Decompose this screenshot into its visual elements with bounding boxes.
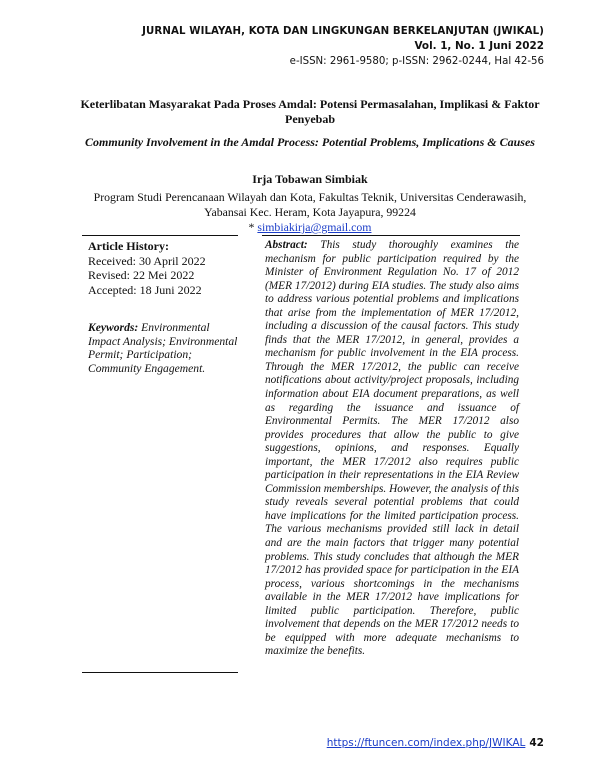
- revised-date: Revised: 22 Mei 2022: [88, 268, 195, 283]
- author-name: Irja Tobawan Simbiak: [252, 172, 368, 186]
- article-history: [88, 239, 238, 297]
- page-footer: [327, 736, 544, 750]
- journal-url-link[interactable]: https://ftuncen.com/index.php/JWIKAL: [326, 737, 526, 749]
- author-email-line: [70, 220, 550, 235]
- journal-volume: Vol. 1, No. 1 Juni 2022: [414, 40, 544, 52]
- abstract-block: [265, 239, 519, 659]
- journal-header: [142, 24, 544, 69]
- divider-left-bottom: [82, 672, 238, 673]
- email-marker: *: [248, 220, 255, 234]
- journal-title: JURNAL WILAYAH, KOTA DAN LINGKUNGAN BERKELANJUTAN (JWIKAL): [142, 26, 544, 37]
- paper-title-english: Community Involvement in the Amdal Process: Potential Problems, Implications & Causes: [85, 135, 535, 149]
- article-history-heading: Article History:: [88, 239, 169, 253]
- paper-title-indonesian: Keterlibatan Masyarakat Pada Proses Amdal: Potensi Permasalahan, Implikasi & Faktor Penyebab: [80, 97, 540, 126]
- keywords-block: [88, 321, 238, 375]
- received-date: Received: 30 April 2022: [88, 253, 206, 268]
- page-number: 42: [529, 737, 544, 749]
- affiliation-line-1: Program Studi Perencanaan Wilayah dan Kota, Fakultas Teknik, Universitas Cenderawasih,: [93, 190, 527, 204]
- keywords-label: Keywords:: [88, 321, 139, 334]
- divider-right-top: [262, 235, 520, 236]
- abstract-text: This study thoroughly examines the mechanism for public participation required by the Minister of Environment Regulation No. 17 of 2012 (MER 17/2012) during EIA studies. The study also aims to address various potential problems and implications that arise from the implementation of MER 17/2012, including a discussion of the causal factors. This study finds that the MER 17/2012, in general, provides a mechanism for public involvement in the EIA process. Through the MER 17/2012, the public can receive notifications about activity/project proposals, including information about EIA document preparations, as well as regarding the issuance and issuance of Environmental Permits. The MER 17/2012 also provides procedures that allow the public to give suggestions, opinions, and responses. Equally important, the MER 17/2012 also requires public participation in their representations in the EIA Review Commission memberships. However, the analysis of this study reveals several potential problems that could have implications for the limited participation process. The various mechanisms provided still lack in detail and are the main factors that trigger many potential problems. This study concludes that although the MER 17/2012 has provided space for participation in the EIA process, various shortcomings in the mechanisms available in the MER 17/2012 have implications for limited public participation. Therefore, public involvement that depends on the MER 17/2012 needs to be equipped with more adequate mechanisms to maximize the benefits.: [265, 239, 519, 658]
- accepted-date: Accepted: 18 Juni 2022: [88, 282, 202, 297]
- journal-issn: e-ISSN: 2961-9580; p-ISSN: 2962-0244, Hal 42-56: [289, 56, 544, 67]
- author-affiliation: [70, 175, 550, 235]
- divider-left-top: [82, 235, 238, 236]
- author-email-link[interactable]: simbiakirja@gmail.com: [257, 220, 372, 234]
- affiliation-line-2: Yabansai Kec. Heram, Kota Jayapura, 99224: [204, 205, 416, 219]
- keywords-text: Environmental Impact Analysis; Environmental Permit; Participation; Community Engagement.: [88, 321, 238, 375]
- abstract-label: Abstract:: [265, 239, 308, 251]
